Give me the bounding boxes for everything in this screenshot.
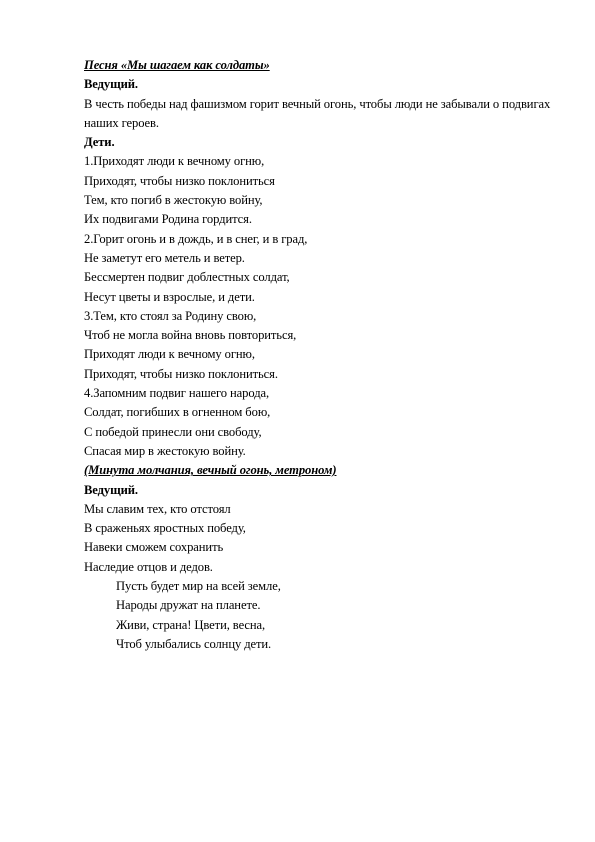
verse-line: Приходят, чтобы низко поклониться (84, 173, 275, 188)
verse-line: 4.Запомним подвиг нашего народа, (84, 386, 270, 401)
document-content (84, 56, 564, 654)
host-line: Мы славим тех, кто отстоял (84, 501, 231, 516)
indented-line: Живи, страна! Цвети, весна, (116, 617, 266, 632)
verse-line: Солдат, погибших в огненном бою, (84, 405, 271, 420)
indented-line: Пусть будет мир на всей земле, (116, 579, 281, 594)
song-title: Песня «Мы шагаем как солдаты» (84, 58, 270, 72)
verse-line: Не заметут его метель и ветер. (84, 250, 245, 265)
host-line: Навеки сможем сохранить (84, 540, 224, 555)
verse-line: С победой принесли они свободу, (84, 424, 262, 439)
verse-line: Их подвигами Родина гордится. (84, 212, 252, 227)
verse-line: 2.Горит огонь и в дождь, и в снег, и в град, (84, 231, 308, 246)
verse-line: Спасая мир в жестокую войну. (84, 443, 246, 458)
verse-line: Бессмертен подвиг доблестных солдат, (84, 270, 290, 285)
indented-line: Чтоб улыбались солнцу дети. (116, 636, 272, 651)
verse-line: 3.Тем, кто стоял за Родину свою, (84, 308, 257, 323)
verse-line: Чтоб не могла война вновь повториться, (84, 328, 297, 343)
verse-line: Тем, кто погиб в жестокую войну, (84, 193, 263, 208)
host-line: В сраженьях яростных победу, (84, 521, 246, 536)
indented-line: Народы дружат на планете. (116, 598, 261, 613)
stage-direction: (Минута молчания, вечный огонь, метроном) (84, 463, 337, 478)
verse-line: 1.Приходят люди к вечному огню, (84, 154, 265, 169)
verse-line: Приходят люди к вечному огню, (84, 347, 255, 362)
verse-line: Приходят, чтобы низко поклониться. (84, 366, 278, 381)
host-line: Наследие отцов и дедов. (84, 559, 213, 574)
verse-line: Несут цветы и взрослые, и дети. (84, 289, 255, 304)
intro-paragraph: В честь победы над фашизмом горит вечный огонь, чтобы люди не забывали о подвигах наших героев. (84, 96, 551, 130)
host-label-second: Ведущий. (84, 482, 138, 497)
children-label: Дети. (84, 135, 115, 150)
host-label: Ведущий. (84, 77, 138, 92)
